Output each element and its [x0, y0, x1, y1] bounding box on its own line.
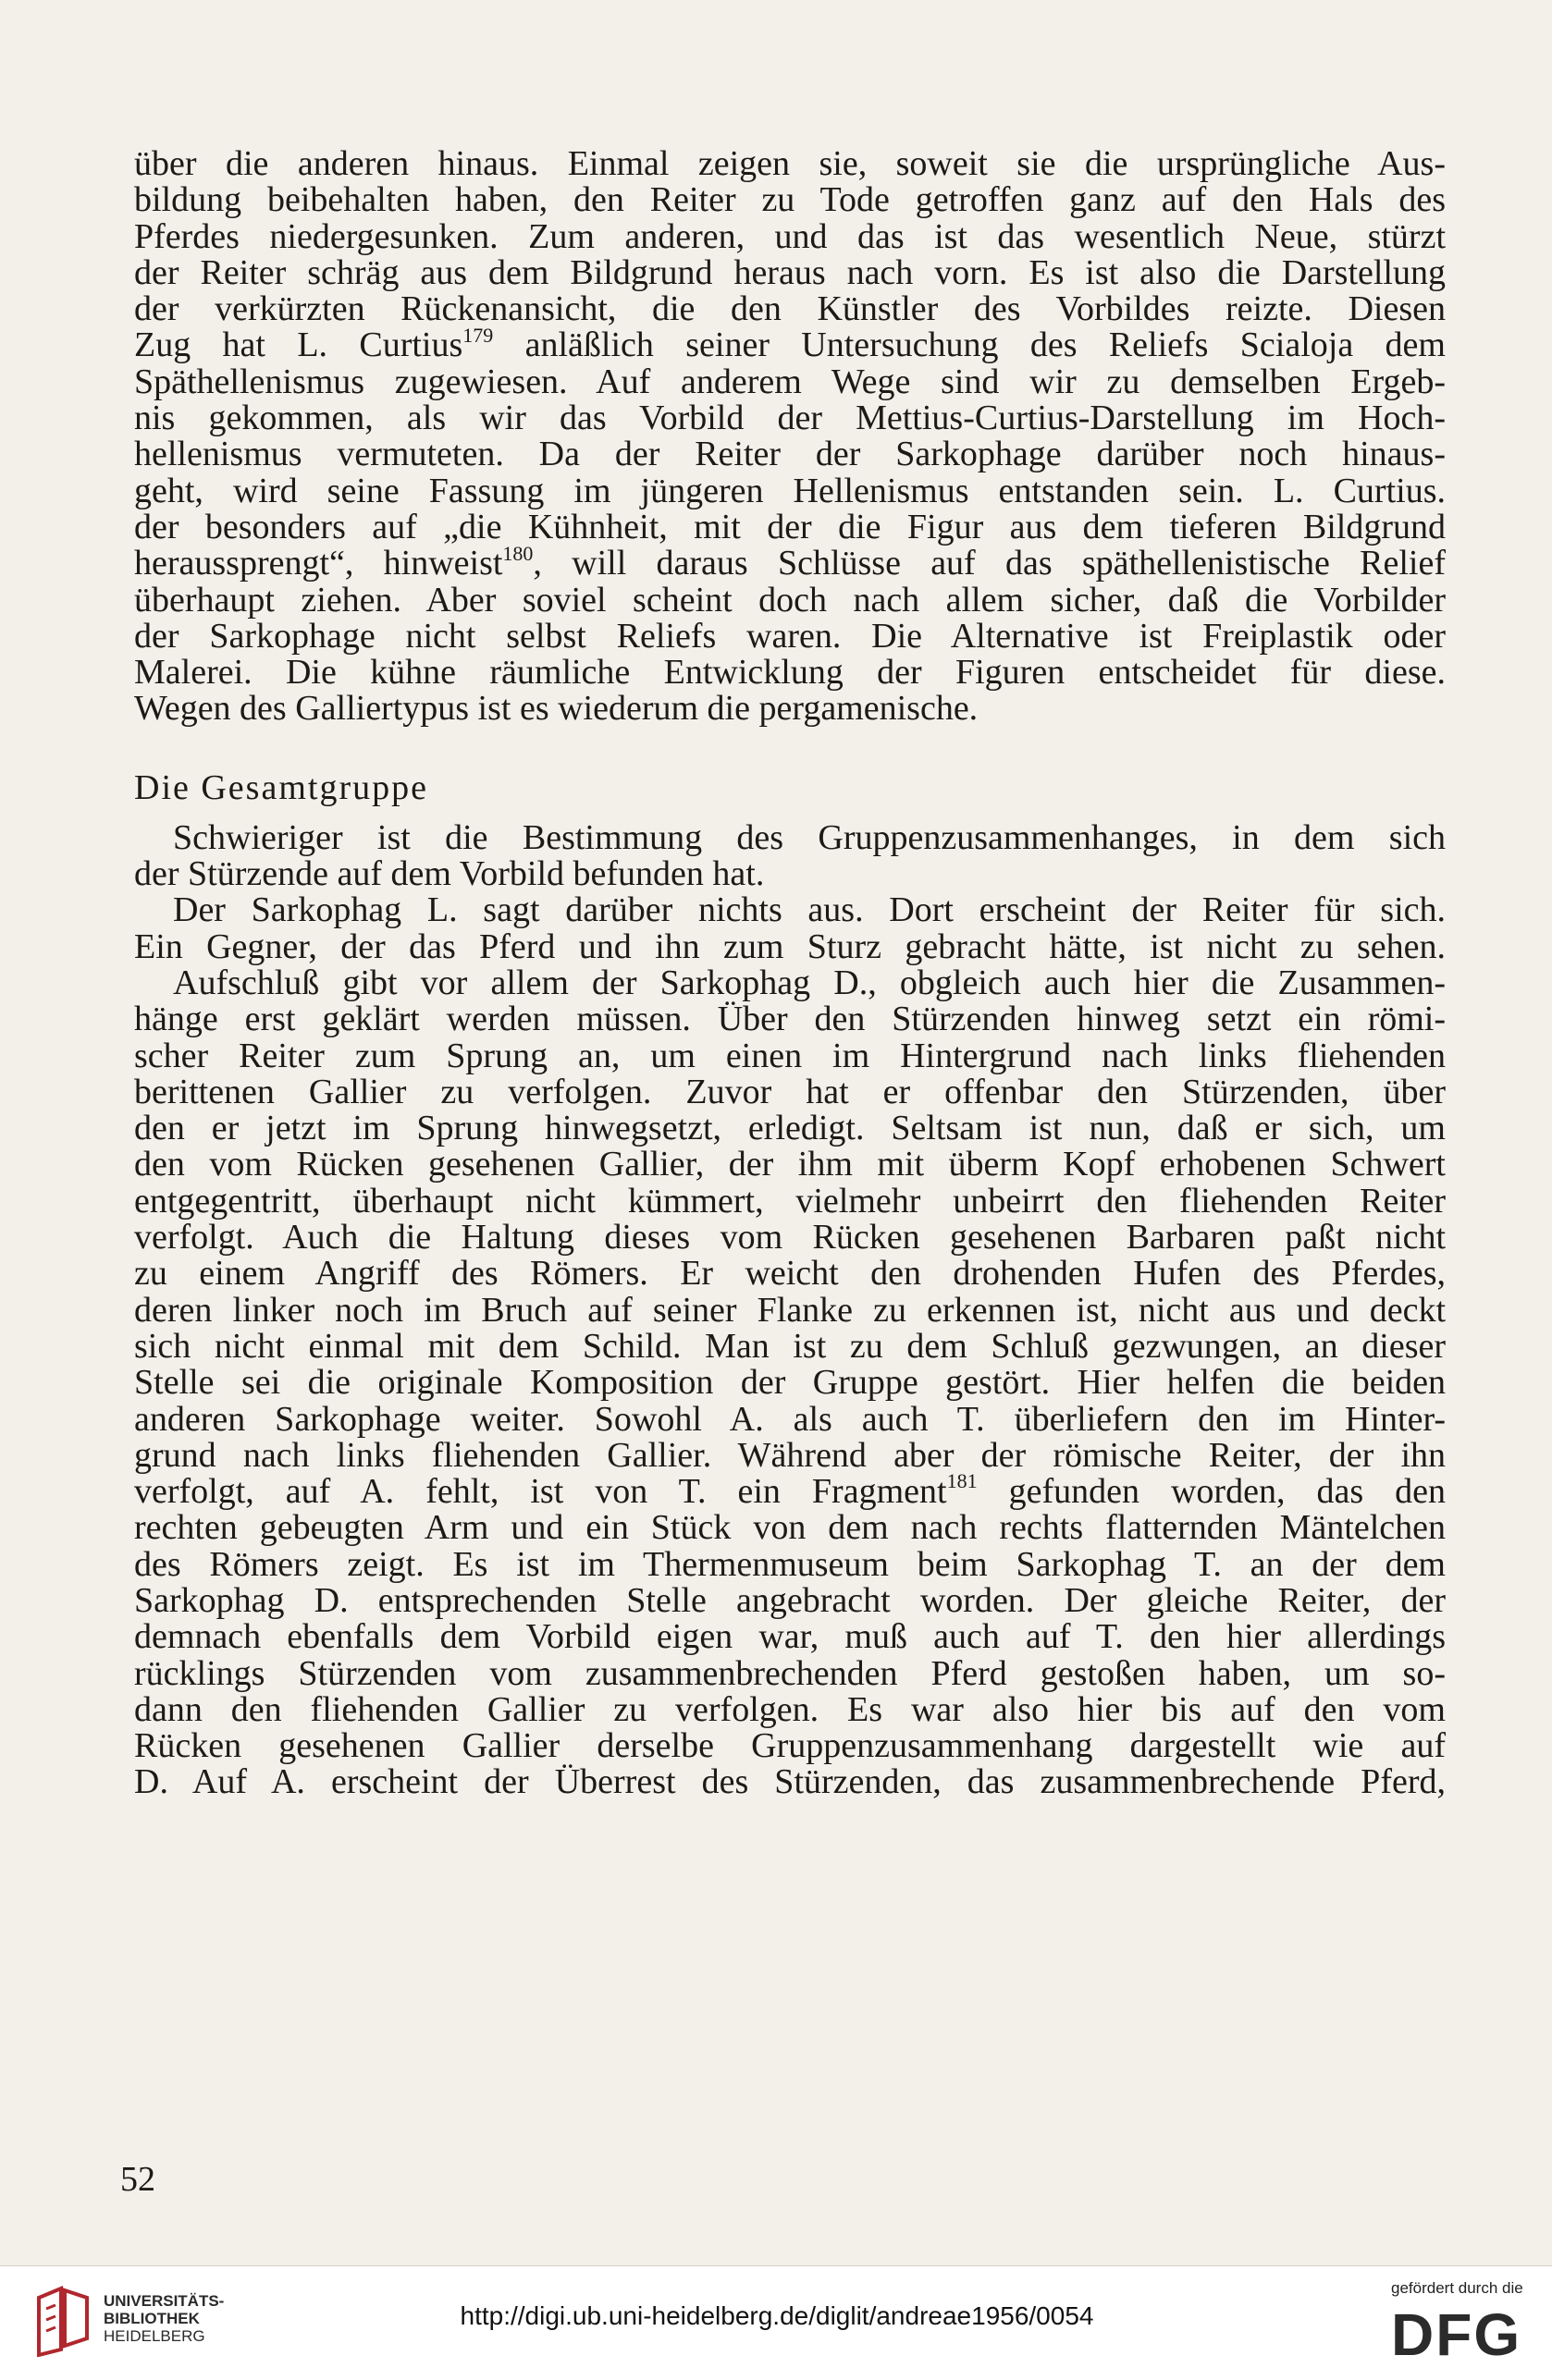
text-line: nis gekommen, als wir das Vorbild der Mettius-Curtius-Darstellung im Hoch- — [134, 399, 1446, 438]
text-line: Wegen des Galliertypus ist es wiederum die pergamenische. — [134, 689, 979, 729]
text-line: sich nicht einmal mit dem Schild. Man ist zu dem Schluß gezwungen, an dieser — [134, 1326, 1446, 1366]
text-line: entgegentritt, überhaupt nicht kümmert, vielmehr unbeirrt den fliehenden Reiter — [134, 1181, 1446, 1221]
text-line: Pferdes niedergesunken. Zum anderen, und das ist das wesentlich Neue, stürzt — [134, 216, 1446, 256]
text-line: Schwieriger ist die Bestimmung des Gruppenzusammenhanges, in dem sich — [173, 817, 1446, 857]
text-line: deren linker noch im Bruch auf seiner Flanke zu erkennen ist, nicht aus und deckt — [134, 1290, 1446, 1330]
text-line: berittenen Gallier zu verfolgen. Zuvor hat er offenbar den Stürzenden, über — [134, 1072, 1446, 1111]
text-line: den vom Rücken gesehenen Gallier, der ihm mit überm Kopf erhobenen Schwert — [134, 1145, 1446, 1184]
text-line: anderen Sarkophage weiter. Sowohl A. als auch T. überliefern den im Hinter- — [134, 1399, 1446, 1439]
text-line: zu einem Angriff des Römers. Er weicht den drohenden Hufen des Pferdes, — [134, 1254, 1446, 1294]
text-line: Rücken gesehenen Gallier derselbe Gruppenzusammenhang dargestellt wie auf — [134, 1726, 1446, 1766]
text-line: überhaupt ziehen. Aber soviel scheint doch nach allem sicher, daß die Vorbilder — [134, 580, 1446, 620]
paragraph-1 — [134, 146, 1446, 327]
paragraph-4 — [134, 965, 1446, 1474]
funded-by-label: gefördert durch die — [1391, 2279, 1523, 2297]
text-line: heraussprengt“, hinweist$^{180}$, will daraus Schlüsse auf das späthellenistische Relief — [134, 541, 1446, 583]
text-line: den er jetzt im Sprung hinwegsetzt, erledigt. Seltsam ist nun, daß er sich, um — [134, 1109, 1446, 1148]
text-line: bildung beibehalten haben, den Reiter zu Tode getroffen ganz auf den Hals des — [134, 180, 1446, 220]
permalink-url[interactable]: http://digi.ub.uni-heidelberg.de/diglit/andreae1956/0054 — [460, 2301, 1094, 2330]
text-line: D. Auf A. erscheint der Überrest des Stürzenden, das zusammenbrechende Pferd, — [134, 1762, 1446, 1802]
text-line: des Römers zeigt. Es ist im Thermenmuseum beim Sarkophag T. an der dem — [134, 1544, 1446, 1584]
text-line: rechten gebeugten Arm und ein Stück von dem nach rechts flatternden Mäntelchen — [134, 1508, 1446, 1548]
paragraph-4-end — [134, 1510, 1446, 1800]
text-line: scher Reiter zum Sprung an, um einen im Hintergrund nach links fliehenden — [134, 1036, 1446, 1075]
text-line: verfolgt, auf A. fehlt, ist von T. ein Fragment$^{181}$ gefunden worden, das den — [134, 1469, 1447, 1512]
text-line: Malerei. Die kühne räumliche Entwicklung der Figuren entscheidet für diese. — [134, 653, 1446, 693]
text-line: dann den fliehenden Gallier zu verfolgen. Es war also hier bis auf den vom — [134, 1689, 1446, 1729]
text-line: Stelle sei die originale Komposition der Gruppe gestört. Hier helfen die beiden — [134, 1363, 1446, 1403]
text-line: Zug hat L. Curtius$^{179}$ anläßlich seiner Untersuchung des Reliefs Scialoja dem — [134, 323, 1446, 365]
body-text — [134, 146, 1446, 1801]
text-line: der Sarkophage nicht selbst Reliefs waren. Die Alternative ist Freiplastik oder — [134, 616, 1446, 656]
text-line: über die anderen hinaus. Einmal zeigen sie, soweit sie die ursprüngliche Aus- — [134, 144, 1446, 183]
paragraph-1-cont — [134, 364, 1446, 546]
text-line: der verkürzten Rückenansicht, die den Künstler des Vorbildes reizte. Diesen — [134, 289, 1446, 329]
section-heading: Die Gesamtgruppe — [134, 767, 428, 807]
text-line: der Reiter schräg aus dem Bildgrund heraus nach vorn. Es ist also die Darstellung — [134, 252, 1446, 292]
page-number: 52 — [120, 2160, 155, 2199]
footnote-ref-180[interactable]: 180 — [502, 541, 534, 565]
library-name: UNIVERSITÄTS- BIBLIOTHEK HEIDELBERG — [104, 2292, 225, 2345]
footnote-ref-181[interactable]: 181 — [946, 1469, 978, 1493]
text-line: Ein Gegner, der das Pferd und ihn zum Sturz gebracht hätte, ist nicht zu sehen. — [134, 926, 1446, 966]
text-line: Aufschluß gibt vor allem der Sarkophag D., obgleich auch hier die Zusammen- — [173, 963, 1446, 1002]
text-line: Der Sarkophag L. sagt darüber nichts aus. Dort erscheint der Reiter für sich. — [173, 890, 1446, 930]
text-line: der besonders auf „die Kühnheit, mit der die Figur aus dem tieferen Bildgrund — [134, 507, 1446, 546]
text-line: verfolgt. Auch die Haltung dieses vom Rücken gesehenen Barbaren paßt nicht — [134, 1218, 1446, 1257]
text-line: rücklings Stürzenden vom zusammenbrechenden Pferd gestoßen haben, um so- — [134, 1653, 1446, 1693]
dfg-logo: DFG — [1391, 2301, 1522, 2368]
library-logo-icon — [33, 2285, 92, 2357]
text-line: grund nach links fliehenden Gallier. Während aber der römische Reiter, der ihn — [134, 1435, 1446, 1475]
text-line: hellenismus vermuteten. Da der Reiter der Sarkophage darüber noch hinaus- — [134, 435, 1446, 474]
paragraph-2 — [134, 817, 1446, 894]
text-line: Späthellenismus zugewiesen. Auf anderem Wege sind wir zu demselben Ergeb- — [134, 362, 1446, 401]
text-line: hänge erst geklärt werden müssen. Über den Stürzenden hinweg setzt ein römi- — [134, 1000, 1446, 1039]
paragraph-1-end — [134, 580, 1446, 729]
text-line: der Stürzende auf dem Vorbild befunden hat. — [134, 854, 765, 894]
footnote-ref-179[interactable]: 179 — [462, 323, 494, 347]
text-line: Sarkophag D. entsprechenden Stelle angebracht worden. Der gleiche Reiter, der — [134, 1580, 1446, 1620]
paragraph-3 — [134, 892, 1446, 965]
text-line: demnach ebenfalls dem Vorbild eigen war, muß auch auf T. den hier allerdings — [134, 1617, 1446, 1657]
footer-bar — [0, 2265, 1552, 2380]
text-line: geht, wird seine Fassung im jüngeren Hellenismus entstanden sein. L. Curtius. — [134, 471, 1446, 510]
